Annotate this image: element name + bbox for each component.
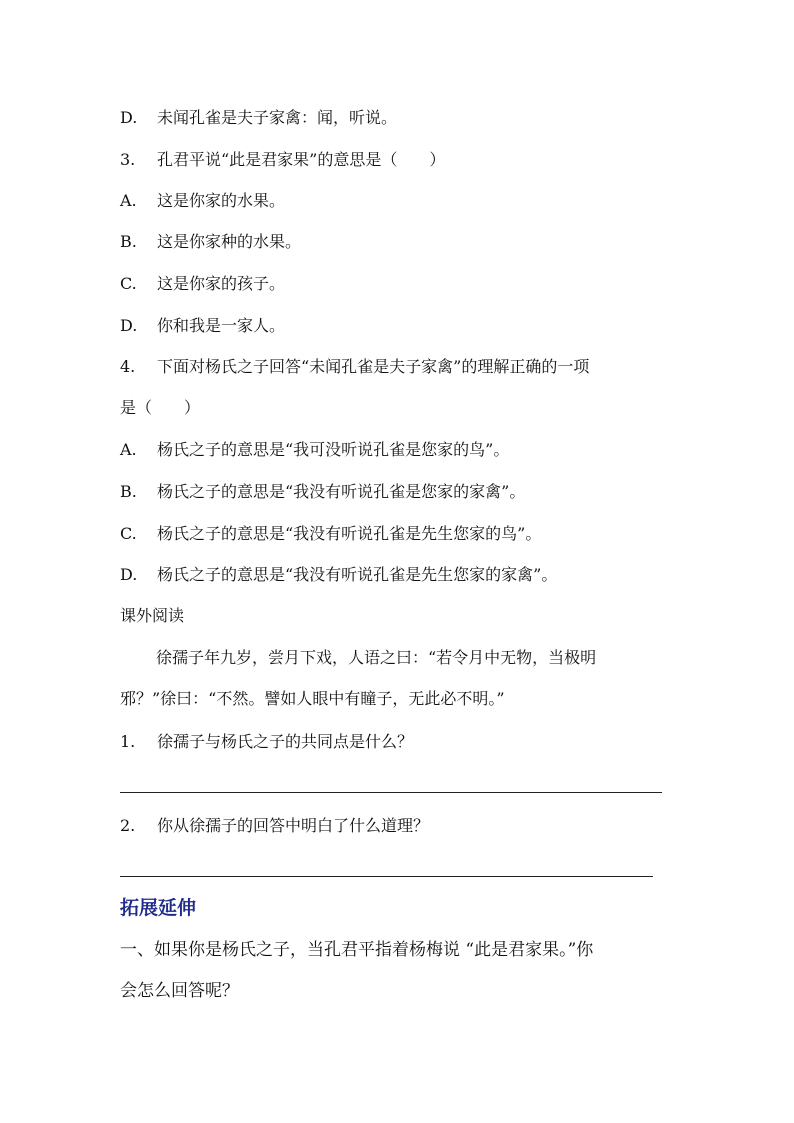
q4-option-c bbox=[120, 524, 541, 544]
option-letter: B. bbox=[120, 232, 137, 251]
question-number: 2. bbox=[120, 816, 136, 835]
question-text: 徐孺子与杨氏之子的共同点是什么？ bbox=[157, 732, 414, 751]
section-heading-extension: 拓展延伸 bbox=[120, 897, 197, 919]
option-text: 未闻孔雀是夫子家禽：闻，听说。 bbox=[157, 108, 398, 127]
q3-option-b bbox=[120, 232, 301, 252]
section-label-extra-reading: 课外阅读 bbox=[120, 606, 185, 625]
option-letter: D. bbox=[120, 108, 138, 127]
option-text: 杨氏之子的意思是“我没有听说孔雀是您家的家禽”。 bbox=[157, 482, 526, 501]
answer-line-1[interactable] bbox=[120, 792, 662, 793]
answer-line-2[interactable] bbox=[120, 876, 653, 877]
question-number: 4. bbox=[120, 357, 136, 376]
option-text: 这是你家的水果。 bbox=[157, 191, 286, 210]
passage-line-2: 邪？”徐曰：“不然。譬如人眼中有瞳子，无此必不明。” bbox=[120, 689, 505, 708]
option-letter: D. bbox=[120, 316, 138, 335]
q3-option-a bbox=[120, 191, 285, 211]
question-text: 下面对杨氏之子回答“未闻孔雀是夫子家禽”的理解正确的一项 bbox=[157, 357, 590, 376]
question-text: 孔君平说“此是君家果”的意思是（ ） bbox=[157, 150, 446, 169]
option-text: 杨氏之子的意思是“我可没听说孔雀是您家的鸟”。 bbox=[157, 440, 510, 459]
option-text: 这是你家种的水果。 bbox=[157, 232, 302, 251]
q4-option-b bbox=[120, 482, 525, 502]
option-letter: A. bbox=[120, 191, 137, 210]
question-text: 你从徐孺子的回答中明白了什么道理？ bbox=[157, 816, 430, 835]
question-number: 1. bbox=[120, 732, 136, 751]
option-letter: C. bbox=[120, 524, 137, 543]
q3-option-c bbox=[120, 274, 285, 294]
extension-question-line-2: 会怎么回答呢？ bbox=[120, 981, 239, 1001]
option-text: 这是你家的孩子。 bbox=[157, 274, 286, 293]
option-letter: B. bbox=[120, 482, 137, 501]
q3-stem bbox=[120, 150, 445, 170]
passage-line-1: 徐孺子年九岁，尝月下戏，人语之曰：“若令月中无物，当极明 bbox=[156, 648, 597, 667]
option-letter: D. bbox=[120, 565, 138, 584]
reading-question-2 bbox=[120, 816, 429, 836]
question-number: 3. bbox=[120, 150, 136, 169]
option-text: 你和我是一家人。 bbox=[157, 316, 286, 335]
q4-option-a bbox=[120, 440, 509, 460]
q3-option-d bbox=[120, 316, 285, 336]
q4-stem bbox=[120, 357, 589, 377]
q4-option-d bbox=[120, 565, 557, 585]
option-letter: A. bbox=[120, 440, 137, 459]
q4-stem-continued: 是（ ） bbox=[120, 398, 201, 417]
reading-question-1 bbox=[120, 732, 413, 752]
option-letter: C. bbox=[120, 274, 137, 293]
extension-question-line-1: 一、如果你是杨氏之子，当孔君平指着杨梅说 “此是君家果。”你 bbox=[120, 940, 594, 960]
option-text: 杨氏之子的意思是“我没有听说孔雀是先生您家的家禽”。 bbox=[157, 565, 558, 584]
q2-option-d bbox=[120, 108, 397, 128]
option-text: 杨氏之子的意思是“我没有听说孔雀是先生您家的鸟”。 bbox=[157, 524, 542, 543]
